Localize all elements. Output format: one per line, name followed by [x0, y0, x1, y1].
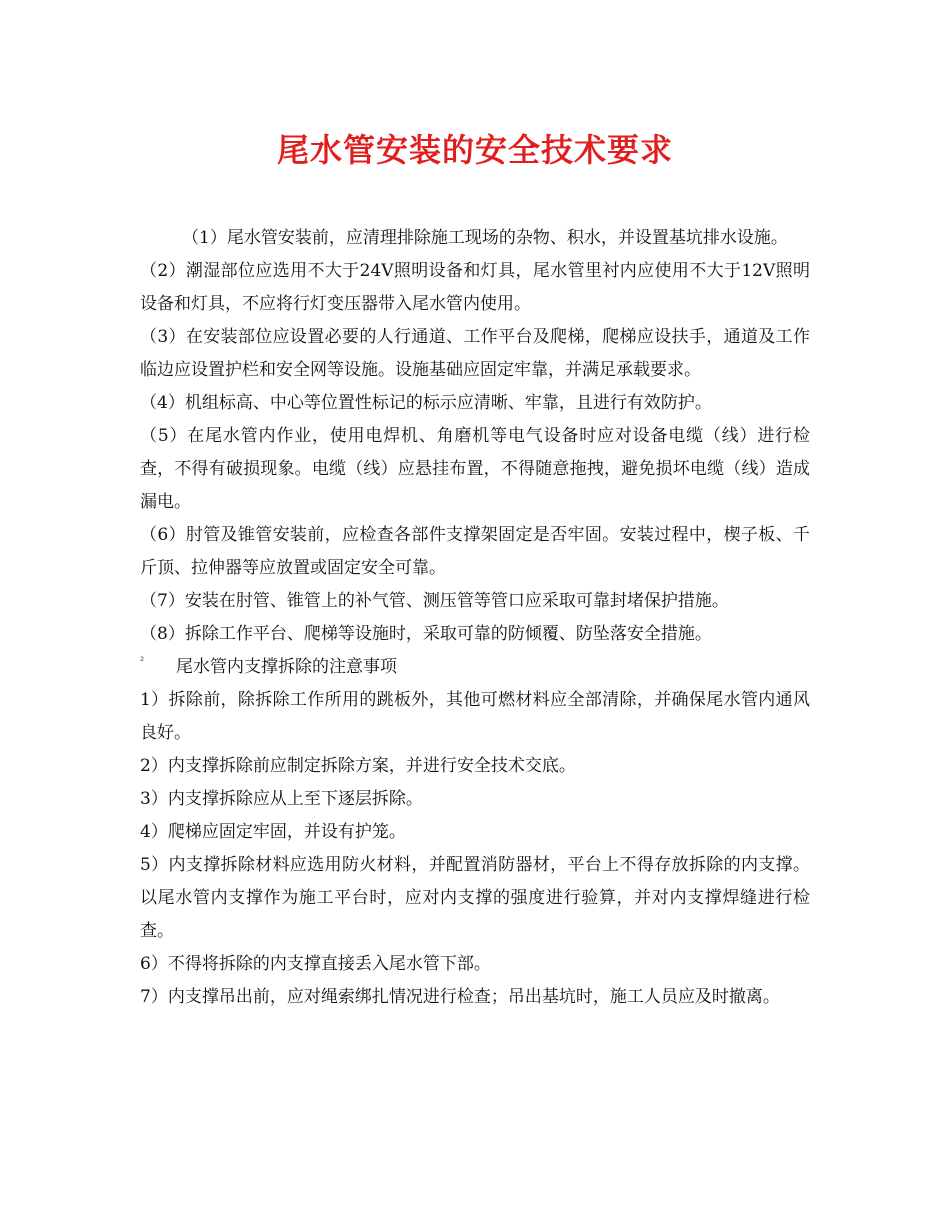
paragraph-item-3: （3）在安装部位应设置必要的人行通道、工作平台及爬梯，爬梯应设扶手，通道及工作临边应设置护栏和安全网等设施。设施基础应固定牢靠，并满足承载要求。 — [140, 327, 810, 380]
section-heading-text: 尾水管内支撑拆除的注意事项 — [176, 657, 397, 677]
removal-item-1: 1）拆除前，除拆除工作所用的跳板外，其他可燃材料应全部清除，并确保尾水管内通风良好。 — [140, 690, 810, 743]
section-install-requirements — [140, 222, 810, 651]
paragraph-item-7: （7）安装在肘管、锥管上的补气管、测压管等管口应采取可靠封堵保护措施。 — [140, 591, 729, 611]
removal-item-2: 2）内支撑拆除前应制定拆除方案，并进行安全技术交底。 — [140, 756, 576, 776]
paragraph-item-4: （4）机组标高、中心等位置性标记的标示应清晰、牢靠，且进行有效防护。 — [140, 393, 712, 413]
paragraph-item-5: （5）在尾水管内作业，使用电焊机、角磨机等电气设备时应对设备电缆（线）进行检查，不得有破损现象。电缆（线）应悬挂布置，不得随意拖拽，避免损坏电缆（线）造成漏电。 — [140, 426, 810, 512]
section-support-removal — [140, 651, 810, 1014]
paragraph-item-6: （6）肘管及锥管安装前，应检查各部件支撑架固定是否牢固。安装过程中，楔子板、千斤顶、拉伸器等应放置或固定安全可靠。 — [140, 525, 810, 578]
removal-item-3: 3）内支撑拆除应从上至下逐层拆除。 — [140, 789, 423, 809]
removal-item-6: 6）不得将拆除的内支撑直接丢入尾水管下部。 — [140, 954, 491, 974]
removal-item-5: 5）内支撑拆除材料应选用防火材料，并配置消防器材，平台上不得存放拆除的内支撑。以尾水管内支撑作为施工平台时，应对内支撑的强度进行验算，并对内支撑焊缝进行检查。 — [140, 855, 810, 941]
section-heading — [140, 651, 810, 684]
bullet-icon: ² — [140, 656, 145, 667]
paragraph-item-8: （8）拆除工作平台、爬梯等设施时，采取可靠的防倾覆、防坠落安全措施。 — [140, 624, 712, 644]
removal-item-4: 4）爬梯应固定牢固，并设有护笼。 — [140, 822, 406, 842]
paragraph-item-2: （2）潮湿部位应选用不大于24V照明设备和灯具，尾水管里衬内应使用不大于12V照明设备和灯具，不应将行灯变压器带入尾水管内使用。 — [140, 261, 810, 314]
document-title: 尾水管安装的安全技术要求 — [276, 131, 673, 169]
document-page — [140, 120, 810, 1014]
removal-item-7: 7）内支撑吊出前，应对绳索绑扎情况进行检查；吊出基坑时，施工人员应及时撤离。 — [140, 987, 780, 1007]
paragraph-item-1: （1）尾水管安装前，应清理排除施工现场的杂物、积水，并设置基坑排水设施。 — [182, 228, 788, 248]
